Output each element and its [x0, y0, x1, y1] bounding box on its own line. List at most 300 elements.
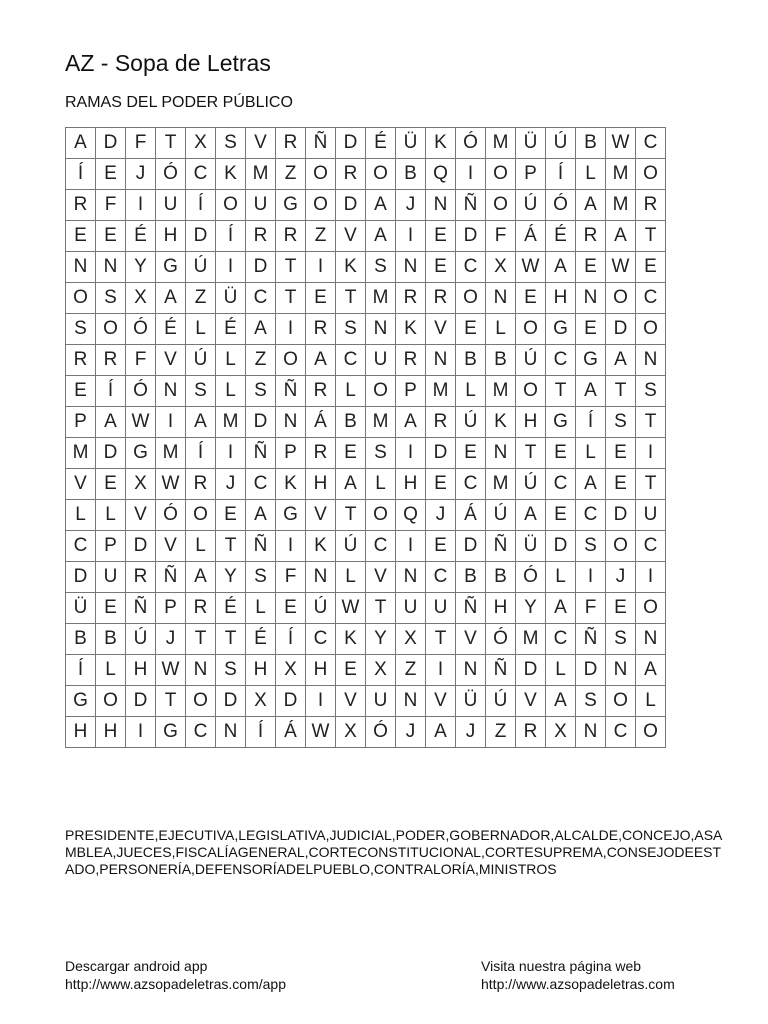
grid-cell: E [606, 469, 636, 500]
grid-cell: U [96, 562, 126, 593]
grid-cell: N [216, 717, 246, 748]
grid-cell: E [516, 283, 546, 314]
grid-cell: S [96, 283, 126, 314]
app-link[interactable]: http://www.azsopadeletras.com/app [65, 976, 287, 992]
grid-cell: L [546, 562, 576, 593]
grid-cell: D [96, 438, 126, 469]
grid-cell: Ó [546, 190, 576, 221]
grid-cell: T [426, 624, 456, 655]
grid-cell: T [156, 128, 186, 159]
grid-cell: J [396, 190, 426, 221]
grid-cell: X [546, 717, 576, 748]
grid-cell: R [306, 314, 336, 345]
grid-cell: V [246, 128, 276, 159]
grid-cell: X [186, 128, 216, 159]
grid-cell: M [486, 469, 516, 500]
grid-cell: E [66, 221, 96, 252]
grid-cell: M [366, 283, 396, 314]
grid-cell: E [276, 593, 306, 624]
grid-cell: E [306, 283, 336, 314]
grid-cell: O [606, 283, 636, 314]
grid-cell: A [576, 376, 606, 407]
grid-cell: B [96, 624, 126, 655]
grid-cell: V [336, 221, 366, 252]
grid-cell: D [246, 407, 276, 438]
grid-cell: Ú [486, 686, 516, 717]
grid-cell: A [366, 221, 396, 252]
grid-cell: A [186, 407, 216, 438]
grid-cell: A [546, 686, 576, 717]
puzzle-subtitle: RAMAS DEL PODER PÚBLICO [65, 94, 293, 111]
grid-cell: C [636, 283, 666, 314]
grid-cell: X [126, 469, 156, 500]
grid-cell: Ü [516, 128, 546, 159]
grid-cell: R [516, 717, 546, 748]
grid-cell: B [486, 562, 516, 593]
grid-cell: E [216, 500, 246, 531]
grid-cell: S [216, 655, 246, 686]
grid-cell: B [576, 128, 606, 159]
grid-cell: Í [96, 376, 126, 407]
grid-cell: S [576, 686, 606, 717]
grid-cell: A [426, 717, 456, 748]
grid-cell: I [426, 655, 456, 686]
grid-cell: O [606, 531, 636, 562]
grid-cell: T [336, 500, 366, 531]
grid-cell: R [336, 159, 366, 190]
grid-cell: Ú [456, 407, 486, 438]
grid-cell: A [156, 283, 186, 314]
grid-cell: F [576, 593, 606, 624]
grid-cell: B [336, 407, 366, 438]
grid-cell: G [276, 190, 306, 221]
grid-cell: S [606, 624, 636, 655]
grid-cell: A [366, 190, 396, 221]
grid-cell: E [576, 314, 606, 345]
grid-cell: Í [66, 159, 96, 190]
grid-cell: Ñ [126, 593, 156, 624]
grid-row [66, 314, 666, 345]
grid-cell: Ú [516, 469, 546, 500]
grid-row [66, 221, 666, 252]
grid-cell: L [186, 314, 216, 345]
grid-cell: R [306, 376, 336, 407]
grid-cell: Ú [306, 593, 336, 624]
grid-cell: C [456, 469, 486, 500]
grid-cell: C [306, 624, 336, 655]
grid-cell: R [66, 190, 96, 221]
grid-cell: H [306, 655, 336, 686]
grid-cell: A [336, 469, 366, 500]
grid-cell: N [396, 252, 426, 283]
grid-cell: I [216, 438, 246, 469]
grid-cell: I [636, 438, 666, 469]
grid-cell: Ñ [456, 593, 486, 624]
grid-cell: Ñ [246, 438, 276, 469]
grid-cell: M [486, 376, 516, 407]
grid-cell: O [606, 686, 636, 717]
grid-cell: Z [486, 717, 516, 748]
grid-cell: W [606, 252, 636, 283]
grid-cell: C [336, 345, 366, 376]
grid-cell: J [606, 562, 636, 593]
grid-cell: X [396, 624, 426, 655]
grid-row [66, 376, 666, 407]
grid-cell: N [456, 655, 486, 686]
grid-cell: L [456, 376, 486, 407]
footer-app [65, 957, 286, 993]
grid-cell: F [96, 190, 126, 221]
grid-cell: K [216, 159, 246, 190]
grid-row [66, 407, 666, 438]
grid-cell: Z [396, 655, 426, 686]
grid-cell: Ú [186, 252, 216, 283]
grid-cell: S [366, 438, 396, 469]
grid-cell: S [246, 376, 276, 407]
grid-cell: O [636, 593, 666, 624]
grid-cell: D [606, 500, 636, 531]
grid-row [66, 345, 666, 376]
grid-cell: O [636, 314, 666, 345]
grid-cell: D [336, 190, 366, 221]
grid-cell: I [456, 159, 486, 190]
grid-cell: A [576, 469, 606, 500]
grid-cell: U [246, 190, 276, 221]
grid-cell: Ó [366, 717, 396, 748]
grid-cell: Ó [516, 562, 546, 593]
grid-cell: Z [306, 221, 336, 252]
grid-cell: T [276, 283, 306, 314]
grid-cell: Ñ [306, 128, 336, 159]
grid-cell: O [366, 500, 396, 531]
grid-cell: K [276, 469, 306, 500]
grid-cell: N [396, 562, 426, 593]
grid-cell: M [216, 407, 246, 438]
grid-cell: I [636, 562, 666, 593]
grid-cell: V [156, 531, 186, 562]
grid-cell: Ñ [486, 531, 516, 562]
grid-cell: I [216, 252, 246, 283]
grid-cell: C [366, 531, 396, 562]
grid-cell: D [336, 128, 366, 159]
grid-cell: É [126, 221, 156, 252]
grid-cell: C [246, 469, 276, 500]
grid-cell: K [336, 624, 366, 655]
grid-cell: R [396, 283, 426, 314]
grid-cell: V [426, 686, 456, 717]
grid-cell: E [606, 593, 636, 624]
grid-cell: O [456, 283, 486, 314]
grid-cell: E [426, 221, 456, 252]
grid-cell: N [306, 562, 336, 593]
grid-cell: U [366, 686, 396, 717]
grid-cell: R [426, 283, 456, 314]
grid-cell: Ü [216, 283, 246, 314]
grid-cell: H [396, 469, 426, 500]
grid-cell: J [156, 624, 186, 655]
grid-cell: D [456, 221, 486, 252]
grid-cell: E [96, 159, 126, 190]
grid-cell: H [126, 655, 156, 686]
grid-cell: F [276, 562, 306, 593]
grid-cell: I [126, 190, 156, 221]
grid-cell: D [186, 221, 216, 252]
grid-cell: C [426, 562, 456, 593]
grid-cell: I [306, 252, 336, 283]
grid-cell: N [426, 345, 456, 376]
grid-cell: Í [216, 221, 246, 252]
grid-cell: A [186, 562, 216, 593]
grid-cell: M [66, 438, 96, 469]
grid-cell: L [366, 469, 396, 500]
grid-cell: C [66, 531, 96, 562]
grid-cell: P [396, 376, 426, 407]
grid-cell: Ñ [576, 624, 606, 655]
grid-cell: H [96, 717, 126, 748]
grid-cell: G [546, 407, 576, 438]
grid-cell: X [276, 655, 306, 686]
grid-row [66, 562, 666, 593]
grid-cell: S [66, 314, 96, 345]
grid-cell: Ñ [246, 531, 276, 562]
grid-cell: A [66, 128, 96, 159]
grid-cell: P [156, 593, 186, 624]
web-link[interactable]: http://www.azsopadeletras.com [481, 976, 675, 992]
grid-cell: É [216, 593, 246, 624]
grid-cell: V [126, 500, 156, 531]
grid-cell: U [636, 500, 666, 531]
grid-cell: Y [366, 624, 396, 655]
grid-cell: A [546, 593, 576, 624]
grid-cell: L [66, 500, 96, 531]
grid-row [66, 469, 666, 500]
grid-cell: É [546, 221, 576, 252]
grid-cell: N [366, 314, 396, 345]
grid-cell: E [96, 221, 126, 252]
grid-cell: O [636, 159, 666, 190]
grid-cell: R [396, 345, 426, 376]
grid-cell: L [96, 500, 126, 531]
grid-cell: D [216, 686, 246, 717]
grid-cell: L [336, 376, 366, 407]
grid-row [66, 593, 666, 624]
grid-cell: I [306, 686, 336, 717]
grid-cell: W [306, 717, 336, 748]
grid-cell: Ú [336, 531, 366, 562]
grid-cell: A [636, 655, 666, 686]
grid-cell: A [606, 221, 636, 252]
grid-cell: I [156, 407, 186, 438]
grid-cell: E [606, 438, 636, 469]
web-label: Visita nuestra página web [481, 958, 642, 974]
grid-cell: Ú [486, 500, 516, 531]
grid-cell: K [396, 314, 426, 345]
grid-cell: Í [246, 717, 276, 748]
grid-cell: M [606, 159, 636, 190]
grid-cell: Ú [186, 345, 216, 376]
grid-cell: Ú [126, 624, 156, 655]
grid-cell: O [96, 314, 126, 345]
grid-cell: O [366, 159, 396, 190]
grid-row [66, 190, 666, 221]
grid-cell: D [96, 128, 126, 159]
grid-cell: G [546, 314, 576, 345]
grid-cell: G [126, 438, 156, 469]
grid-cell: Ü [396, 128, 426, 159]
grid-cell: L [216, 376, 246, 407]
grid-cell: E [426, 252, 456, 283]
grid-cell: C [576, 500, 606, 531]
grid-cell: G [156, 717, 186, 748]
grid-cell: T [516, 438, 546, 469]
grid-cell: J [456, 717, 486, 748]
grid-cell: A [516, 500, 546, 531]
grid-cell: C [186, 717, 216, 748]
grid-cell: L [546, 655, 576, 686]
grid-cell: Í [546, 159, 576, 190]
grid-cell: L [186, 531, 216, 562]
grid-cell: T [336, 283, 366, 314]
grid-cell: H [546, 283, 576, 314]
app-label: Descargar android app [65, 958, 208, 974]
grid-cell: A [546, 252, 576, 283]
grid-cell: I [396, 438, 426, 469]
grid-cell: E [96, 593, 126, 624]
grid-cell: Ó [156, 159, 186, 190]
grid-row [66, 686, 666, 717]
grid-cell: J [396, 717, 426, 748]
grid-cell: W [156, 469, 186, 500]
grid-cell: V [306, 500, 336, 531]
grid-cell: A [606, 345, 636, 376]
grid-cell: T [156, 686, 186, 717]
grid-cell: N [636, 624, 666, 655]
grid-cell: Ó [126, 376, 156, 407]
grid-cell: A [96, 407, 126, 438]
grid-cell: L [246, 593, 276, 624]
grid-cell: S [216, 128, 246, 159]
grid-cell: Z [246, 345, 276, 376]
grid-cell: D [66, 562, 96, 593]
grid-cell: N [276, 407, 306, 438]
grid-cell: Ú [516, 190, 546, 221]
grid-cell: N [96, 252, 126, 283]
grid-cell: N [606, 655, 636, 686]
grid-cell: W [516, 252, 546, 283]
grid-cell: F [486, 221, 516, 252]
grid-cell: E [636, 252, 666, 283]
grid-cell: X [126, 283, 156, 314]
grid-cell: N [486, 438, 516, 469]
grid-cell: A [246, 500, 276, 531]
grid-cell: C [546, 469, 576, 500]
grid-cell: D [246, 252, 276, 283]
grid-cell: Ü [66, 593, 96, 624]
grid-cell: Í [576, 407, 606, 438]
grid-cell: B [396, 159, 426, 190]
grid-cell: W [606, 128, 636, 159]
grid-row [66, 159, 666, 190]
grid-cell: Y [216, 562, 246, 593]
grid-cell: N [576, 283, 606, 314]
grid-cell: D [456, 531, 486, 562]
grid-cell: É [216, 314, 246, 345]
grid-cell: Ú [516, 345, 546, 376]
grid-cell: E [336, 438, 366, 469]
grid-cell: Í [66, 655, 96, 686]
grid-row [66, 283, 666, 314]
grid-cell: D [576, 655, 606, 686]
grid-cell: N [396, 686, 426, 717]
grid-cell: S [246, 562, 276, 593]
grid-cell: T [186, 624, 216, 655]
grid-cell: H [516, 407, 546, 438]
grid-cell: L [486, 314, 516, 345]
grid-cell: A [306, 345, 336, 376]
grid-cell: O [186, 500, 216, 531]
grid-cell: S [186, 376, 216, 407]
grid-cell: E [96, 469, 126, 500]
grid-row [66, 128, 666, 159]
grid-cell: T [606, 376, 636, 407]
grid-cell: X [246, 686, 276, 717]
grid-cell: T [636, 469, 666, 500]
grid-cell: M [606, 190, 636, 221]
grid-cell: C [546, 345, 576, 376]
grid-cell: P [516, 159, 546, 190]
grid-cell: Y [516, 593, 546, 624]
grid-cell: D [516, 655, 546, 686]
grid-cell: L [636, 686, 666, 717]
grid-cell: Í [186, 190, 216, 221]
grid-cell: R [246, 221, 276, 252]
grid-cell: E [66, 376, 96, 407]
grid-cell: R [426, 407, 456, 438]
grid-cell: K [336, 252, 366, 283]
grid-cell: E [426, 469, 456, 500]
grid-cell: V [456, 624, 486, 655]
grid-cell: Ó [156, 500, 186, 531]
grid-cell: V [156, 345, 186, 376]
grid-cell: D [426, 438, 456, 469]
grid-cell: D [126, 531, 156, 562]
grid-row [66, 531, 666, 562]
grid-cell: V [516, 686, 546, 717]
grid-cell: O [306, 159, 336, 190]
grid-cell: É [156, 314, 186, 345]
grid-row [66, 624, 666, 655]
grid-row [66, 438, 666, 469]
grid-cell: I [276, 314, 306, 345]
grid-cell: L [336, 562, 366, 593]
grid-cell: É [366, 128, 396, 159]
grid-cell: W [336, 593, 366, 624]
grid-cell: C [636, 531, 666, 562]
grid-cell: U [366, 345, 396, 376]
grid-cell: Z [186, 283, 216, 314]
grid-cell: Z [276, 159, 306, 190]
grid-cell: E [336, 655, 366, 686]
grid-cell: F [126, 128, 156, 159]
grid-cell: H [486, 593, 516, 624]
grid-cell: T [276, 252, 306, 283]
grid-cell: N [186, 655, 216, 686]
grid-cell: Ñ [486, 655, 516, 686]
grid-cell: É [246, 624, 276, 655]
grid-cell: G [66, 686, 96, 717]
grid-cell: R [276, 128, 306, 159]
grid-cell: O [216, 190, 246, 221]
